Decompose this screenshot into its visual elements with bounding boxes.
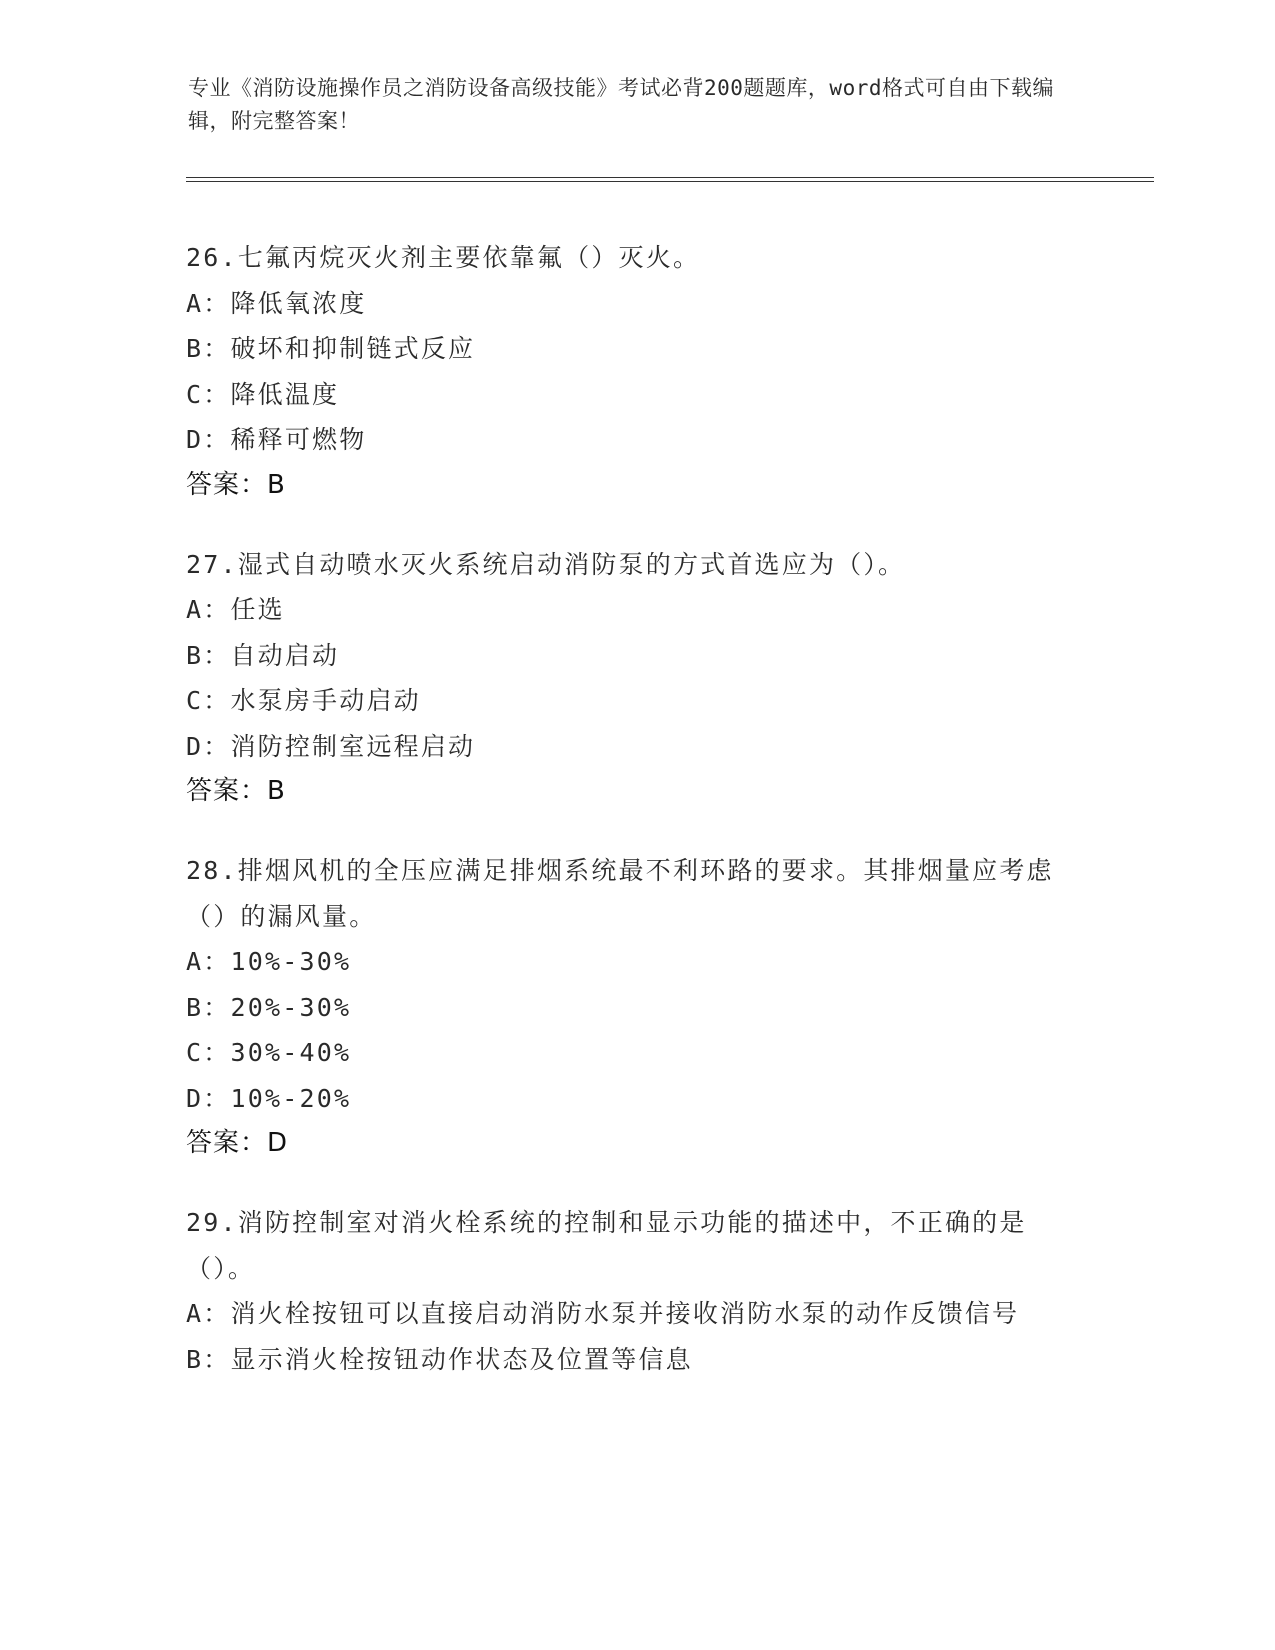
question-stem: 28.排烟风机的全压应满足排烟系统最不利环路的要求。其排烟量应考虑（）的漏风量。	[186, 856, 1054, 931]
option-c: C：水泵房手动启动	[186, 686, 421, 715]
option-a: A：降低氧浓度	[186, 288, 367, 318]
question-27	[186, 542, 1086, 815]
option-a: A：10%-30%	[186, 947, 352, 976]
question-list	[186, 235, 1086, 1416]
question-29	[186, 1200, 1086, 1382]
question-stem: 29.消防控制室对消火栓系统的控制和显示功能的描述中，不正确的是（）。	[186, 1208, 1027, 1283]
option-b: B：20%-30%	[186, 992, 352, 1022]
question-28	[186, 848, 1086, 1166]
question-stem: 26.七氟丙烷灭火剂主要依靠氟（）灭火。	[186, 243, 701, 272]
answer-line: 答案：D	[186, 1128, 289, 1158]
document-header: 专业《消防设施操作员之消防设备高级技能》考试必背200题题库，word格式可自由下载编辑，附完整答案！	[188, 76, 1054, 133]
option-b: B：自动启动	[186, 640, 340, 670]
option-b: B：破坏和抑制链式反应	[186, 334, 476, 363]
option-d: D：10%-20%	[186, 1083, 352, 1113]
question-stem: 27.湿式自动喷水灭火系统启动消防泵的方式首选应为（）。	[186, 549, 906, 579]
question-26	[186, 235, 1086, 508]
option-d: D：稀释可燃物	[186, 425, 367, 454]
option-a: A：消火栓按钮可以直接启动消防水泵并接收消防水泵的动作反馈信号	[186, 1299, 1020, 1328]
answer-line: 答案：B	[186, 469, 286, 500]
header-divider	[186, 177, 1154, 182]
option-c: C：降低温度	[186, 379, 340, 409]
option-b: B：显示消火栓按钮动作状态及位置等信息	[186, 1344, 693, 1374]
option-c: C：30%-40%	[186, 1038, 352, 1067]
option-d: D：消防控制室远程启动	[186, 731, 476, 761]
answer-line: 答案：B	[186, 776, 286, 806]
option-a: A：任选	[186, 595, 285, 624]
